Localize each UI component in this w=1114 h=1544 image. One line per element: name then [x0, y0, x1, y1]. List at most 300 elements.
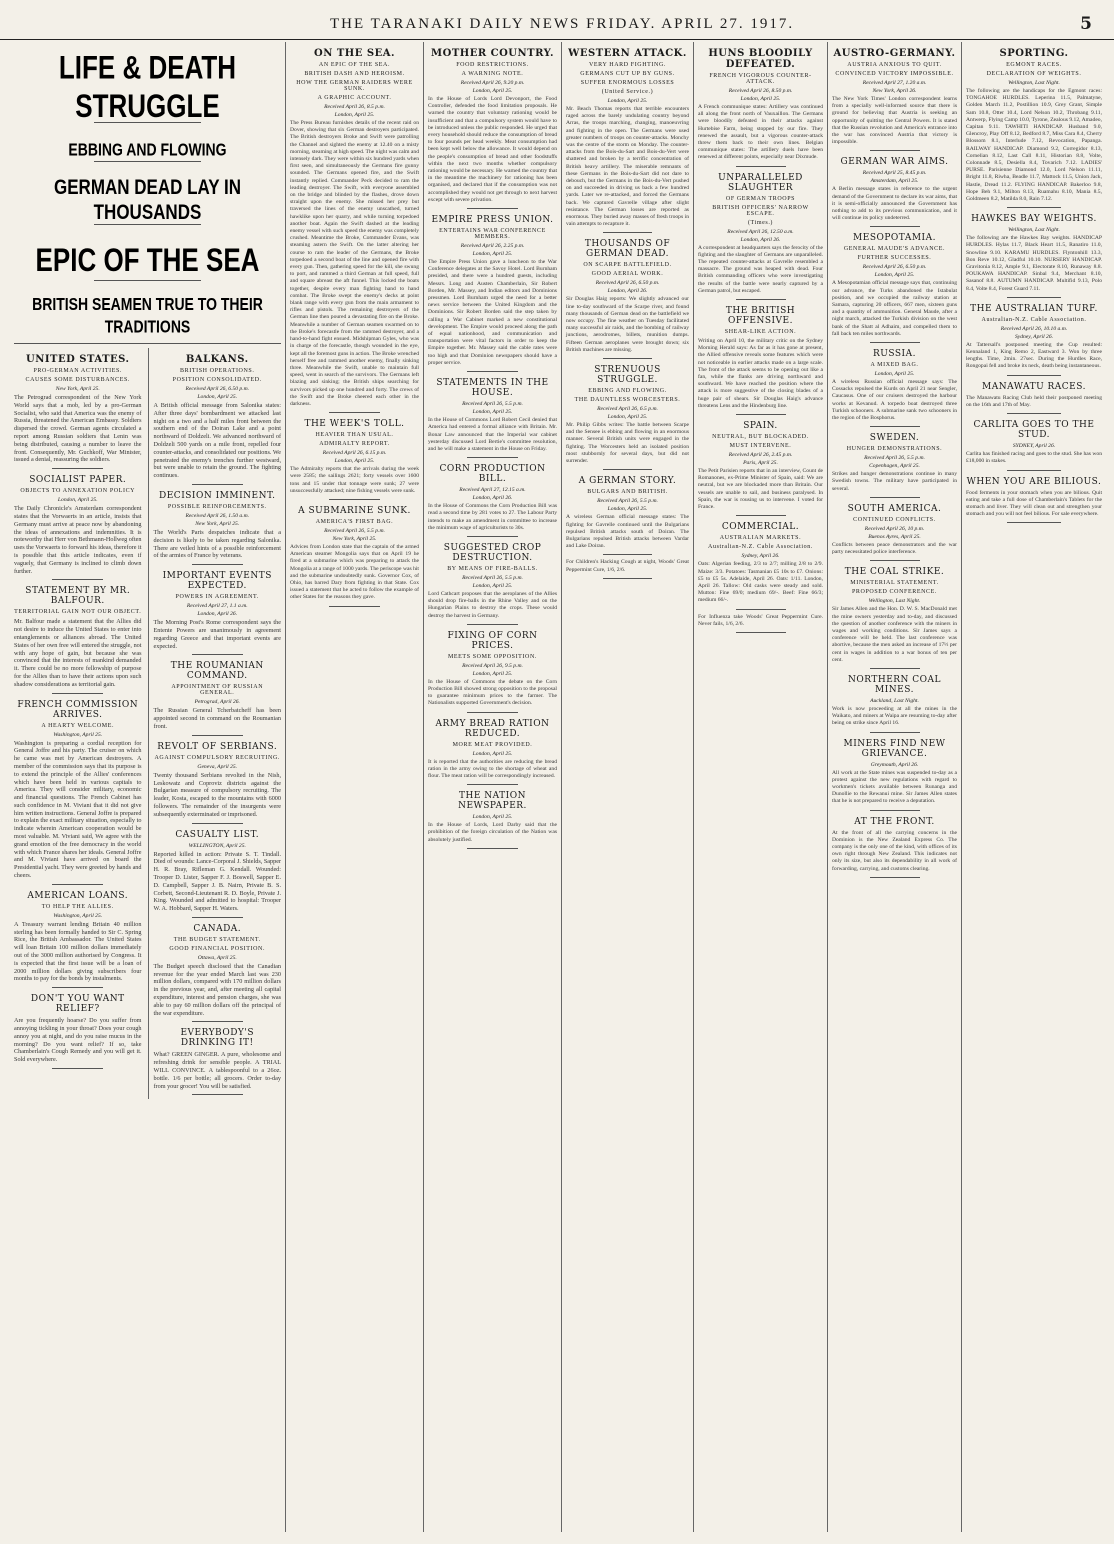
article — [832, 739, 957, 811]
article-headline: SPORTING. — [999, 48, 1069, 59]
article — [566, 48, 689, 233]
article-headline: REVOLT OF SERBIANS. — [157, 741, 278, 752]
article-headline: ON THE SEA. — [314, 48, 395, 59]
article-body: In the House of Commons the Corn Production Bill was read a second time by 281 votes to 27. The Labour Party intends to make an amendment in committee to increase the minimum wage of agriculturists to 30s. — [428, 503, 557, 531]
article — [290, 506, 419, 607]
article-subheading: GERMANS CUT UP BY GUNS. — [580, 71, 675, 77]
article-divider — [467, 536, 519, 537]
article-divider — [192, 564, 243, 565]
article-headline: A SUBMARINE SUNK. — [298, 505, 411, 516]
headline-main: LIFE & DEATH STRUGGLE — [58, 48, 237, 125]
dateline: WELLINGTON, April 25. — [188, 842, 246, 849]
article — [832, 48, 957, 151]
article-body: At the front of all the carrying concerns in the Dominion is the New Zealand Express Co. The company is the only one of the kind, with offices of its own right through New Zealand. This indicates not only its size, but also its dependability in all work of forwarding, carrying, and customs clearing. — [832, 829, 957, 872]
article-divider — [870, 497, 920, 498]
dateline: New York, April 25. — [195, 520, 240, 527]
dateline: London, April 25. — [472, 88, 513, 94]
article-body: The Manawatu Racing Club held their postponed meeting on the 16th and 17th of May. — [966, 394, 1102, 408]
article-subheading: THE DAUNTLESS WORCESTERS. — [574, 397, 681, 404]
column-7 — [962, 42, 1106, 1532]
article-subheading: FURTHER SUCCESSES. — [857, 255, 932, 262]
article-divider — [1007, 522, 1061, 523]
article-body: For Influenza take Woods' Great Peppermint Cure. Never fails, 1/6, 2/6. — [698, 613, 823, 627]
article-body: The Petrograd correspondent of the New York World says that a mob, led by a pro-German Socialist, who said that America was the enemy of Russia, threatened the American Embassy. Soldiers dispersed the crowd. German agents circulated a report among Russian soldiers that Lenin was being distributed, causing a number to leave the front. Consequently, Mr. Guchkoff, War Minister, issued a denial, reassuring the soldiers. — [14, 394, 142, 464]
dateline: Buenos Ayres, April 25. — [868, 533, 921, 540]
article-headline: ARMY BREAD RATION REDUCED. — [435, 718, 550, 739]
article-divider — [52, 468, 103, 469]
dateline: Petrograd, April 26. — [194, 699, 240, 706]
article — [698, 421, 823, 516]
dateline: Washington, April 25. — [53, 731, 103, 738]
received-line: Received April 26, 5.5 p.m. — [462, 401, 523, 408]
article-divider — [52, 987, 103, 988]
article-subheading: TERRITORIAL GAIN NOT OUR OBJECT. — [14, 609, 142, 616]
dateline: London, April 25. — [607, 98, 648, 104]
dateline: London, April 25. — [197, 394, 238, 400]
dateline: Paris, April 25. — [743, 460, 778, 467]
article-subheading: POWERS IN AGREEMENT. — [175, 594, 259, 601]
article-divider — [870, 810, 920, 811]
received-line: Received April 26, 6.5 p.m. — [597, 406, 658, 413]
article-body: Sir Douglas Haig reports: We slightly advanced our line to-day southward of the Scarpe river, and found many thousands of German dead on the battlefield we now occupy. The fine weather on Tuesday facilitated many successful air raids, and the bombing of railway junctions, aerodromes, billets, munition dumps. Fifteen German aeroplanes were brought down; six British machines are missing. — [566, 296, 689, 353]
article — [966, 477, 1102, 524]
article-headline: MANAWATU RACES. — [982, 381, 1086, 392]
article-headline: SOUTH AMERICA. — [847, 503, 942, 514]
article-headline: WESTERN ATTACK. — [568, 48, 687, 59]
article-body: The Press Bureau furnishes details of the recent raid on Dover, showing that six German destroyers participated. The British destroyers Broke and Swift were patrolling the Channel and sighted the enemy at 12.40 on a misty morning, steaming at high speed. The night was calm and intensely dark. They were within six hundred yards when first seen, and simultaneously the Germans fire gunny sounded. The Germans opened fire, and the Swift instantly replied. Commander Peck decided to ram the leading destroyer. The Swift, with everyone assembled on the bridge and blinded by the flashes, drove down straight upon the enemy. She missed her prey but traversed the lines of the enemy unscathed, turned hawklike upon her quarry, and while turning torpedoed another boat. Again the Swift dashed at the leading enemy vessel with such speed the enemy was completely crushed. Meantime the Broke, Commander Evans, was steaming astern the Swift. On the latter altering her course to ram the leader of the Germans, the Broke torpedoed a second boat of the line and opened fire with every gun. Then, gathering speed for the kill, she swung to port, and rammed a third German at full speed, full and square abreast the aft funnel. This locked the boats together, despite every man fighting hand to hand combat. The Broke swept the enemy's decks at point blank range with every gun from the main armament to rifles and pistols. The remaining destroyers of the German line then poured a devastating fire on the Broke. Meanwhile a number of German seamen swarmed on to the Broke's forecastle from the rammed destroyer, and a hand-to-hand fight ensued. Midshipman Gyles, who was in charge of the forecastle, though wounded in the eye, kept all the foremost guns in action. The Broke wrenched herself free and rammed another enemy, finally sinking three. Meanwhile the Swift, unable to maintain full speed, went in search of the survivors. The Germans left blazing and sinking; the British ships searching for survivors picked up one hundred and forty. The crews of the Swift and the Broke cheered each other in the darkness. — [290, 120, 419, 407]
article-body: A wireless German official message states: The fighting for Gavrelle continued until the Bulgarians repulsed British attacks south of Doiran. The Bulgarians repulsed British attacks between Vardar and Lake Doiran. — [566, 514, 689, 550]
article-subheading: MUST INTERVENE. — [729, 443, 792, 450]
article — [428, 464, 557, 537]
received-line: Received April 26, 12.50 a.m. — [727, 228, 794, 235]
article-subheading: ADMIRALTY REPORT. — [319, 441, 390, 448]
article-divider — [467, 624, 519, 625]
article-body: Are you frequently hoarse? Do you suffer from annoying tickling in your throat? Does your cough annoy you at night, and do you raise mucus in the morning? Do you want relief? If so, take Chamberlain's Cough Remedy and you will get it. Sold everywhere. — [14, 1017, 142, 1064]
article-headline: CORN PRODUCTION BILL. — [439, 464, 546, 485]
article-headline: THE ROUMANIAN COMMAND. — [170, 661, 264, 682]
article-divider — [329, 606, 381, 607]
article-body: Oats: Algerian feeding, 2/3 to 2/7; milling 2/8 to 2/9. Maize: 3/3. Potatoes: Tasmanian £5 10s to £7. Onions: £5 to £5 5s. Adelaide, April 26. Oats: 1/11. London, April 26. Tallow: Old casks were steady and sold. Mutton: Fine 69/0; medium 69/-. Beef: Fine 66/3; medium 66/-. — [698, 561, 823, 604]
headline-german-dead: GERMAN DEAD LAY IN THOUSANDS — [53, 175, 242, 224]
article — [14, 700, 142, 885]
dateline: London, April 25. — [334, 458, 375, 465]
article-headline: STATEMENT BY MR. BALFOUR. — [25, 586, 131, 607]
article-body: The Morning Post's Rome correspondent says the Entente Powers are unanimously in agreement regarding Greece and that important events are expected. — [153, 619, 281, 650]
column-5 — [694, 42, 828, 1532]
article-body: Mr. Philip Gibbs writes: The battle between Scarpe and the Sensee is ebbing and flowing in an enormous manner. Several British units were engaged in the fighting. The Worcesters held an isolated position most stubbornly for several days, but did not surrender. — [566, 422, 689, 465]
article-divider — [870, 560, 920, 561]
article-divider — [1007, 375, 1061, 376]
article-headline: THE WEEK'S TOLL. — [304, 419, 405, 430]
article-headline: UNITED STATES. — [26, 354, 130, 365]
article-subheading: THE BUDGET STATEMENT. — [173, 936, 261, 943]
headline-epic-sea: EPIC OF THE SEA — [35, 241, 260, 279]
article — [154, 1028, 282, 1095]
article — [290, 419, 419, 500]
received-line: Received April 26, 6.50 p.m. — [185, 386, 250, 392]
article — [14, 586, 142, 693]
article-divider — [329, 412, 381, 413]
article-subheading: POSSIBLE REINFORCEMENTS. — [167, 503, 267, 510]
article-subheading: A GRAPHIC ACCOUNT. — [317, 95, 392, 101]
article — [698, 614, 823, 633]
article-subheading: A WARNING NOTE. — [461, 71, 524, 77]
article — [428, 215, 557, 372]
article-subheading: BRITISH OPERATIONS. — [180, 368, 255, 374]
masthead — [0, 14, 1114, 40]
dateline: London, April 25. — [740, 96, 781, 102]
article-divider — [870, 150, 920, 151]
received-line: Received April 26, 2.25 p.m. — [460, 243, 525, 250]
article-body: Mr. Balfour made a statement that the Allies did not desire to induce the United States to enter into entanglements or alliances abroad. The United States of her own free will entered the struggle, not with any hope of gain, but because she was convinced that the interests of mankind demanded it. There could be no more fellowship of purpose for the Allies than to have their actions upon such shadow considerations as territorial gain. — [14, 618, 142, 688]
article — [14, 994, 142, 1069]
dateline: London, April 26. — [472, 495, 513, 502]
article-headline: IMPORTANT EVENTS EXPECTED. — [162, 571, 272, 592]
article — [154, 491, 282, 565]
dateline: New York, April 25. — [332, 535, 377, 542]
article — [832, 567, 957, 669]
article-subheading: A MIXED BAG. — [870, 362, 919, 369]
article — [698, 48, 823, 167]
dateline: Sydney, April 26. — [741, 553, 780, 560]
article-divider — [736, 414, 786, 415]
column-1-left — [14, 348, 142, 1099]
article-divider — [1007, 413, 1061, 414]
article-headline: CANADA. — [193, 923, 242, 934]
article-headline: CASUALTY LIST. — [175, 829, 260, 840]
received-line: Received April 26, 6.50 p.m. — [862, 264, 927, 271]
article-divider — [467, 371, 519, 372]
article-body: A correspondent at headquarters says the ferocity of the fighting and the slaughter of Germans are unparalleled. The repeated counter-attacks at Gavrelle resembled a massacre. The ground was heaped with dead. Four British commanding officers who were investigating the results of the battle were nearly captured by a German patrol, but escaped. — [698, 244, 823, 294]
dateline: Sydney, April 26. — [1014, 333, 1054, 340]
article-divider — [603, 469, 652, 470]
article-headline: GERMAN WAR AIMS. — [840, 157, 949, 168]
article-body: Reported killed in action: Private S. T. Tindall. Died of wounds: Lance-Corporal J. Shields, Sapper H. R. Bray, Rifleman G. Kendall. Wounded: Trooper D. Lister, Sapper F. J. Boswell, Sapper E. D. Campbell, Sapper J. B. Nairn, Private B. S. Corbett, Second-Lieutenant R. D. Boyle, Private J. King. Wounded and admitted to hospital: Trooper W. A. Hobbard, Sapper H. Waters. — [153, 850, 282, 913]
article-divider — [329, 499, 381, 500]
headline-british-seamen: BRITISH SEAMEN TRUE TO THEIR TRADITIONS — [32, 293, 263, 337]
article — [966, 420, 1102, 470]
article-divider — [467, 457, 519, 458]
article-headline: FIXING OF CORN PRICES. — [447, 630, 538, 651]
article-body: The Budget speech disclosed that the Canadian revenue for the year ended March last was 230 million dollars, compared with 170 million dollars in the previous year, and, after meeting all capital expenditure, interest and pension charges, she was able to pay 60 million dollars off the principal of the war expenditure. — [153, 962, 281, 1017]
dateline: Greymouth, April 26. — [870, 761, 919, 768]
dateline: New York, April 26. — [872, 88, 917, 94]
dateline: London, April 26. — [607, 288, 648, 295]
article-body: Work is now proceeding at all the mines in the Waikato, and miners at Waipa are resuming to-day after being on strike since April 16. — [832, 705, 957, 727]
article-subheading: NEUTRAL, BUT BLOCKADED. — [712, 434, 809, 441]
article-body: Washington is preparing a cordial reception for General Joffre and his party. The cruiser on which he came was met by American destroyers. A member of the commission says that its purpose is to extend the principle of the Allies' conferences which have been held in various capitals to America. They will consider military, economic and financial questions. The French Cabinet has such confidence in M. Viviani that it did not give him written instructions. General Joffre is prepared to explain the exact military situation, especially to indicate wherein American cooperation would be most valuable. M. Viviani said, We agree with the grand emotion of the free democracy in the world with which France shares her ideals. General Joffre and M. Viviani have arrived on board the Presidential yacht. They were greeted by hands and cheers. — [14, 739, 142, 880]
article-body: Sir James Allen and the Hon. D. W. S. MacDonald met the mine owners yesterday and to-day, and discussed the question of another conference with the miners in wages and working conditions. Sir James says a conference will be held. The last conference was abortive, because the men asked an increase of 17½ per cent in wages in addition to a war bonus of ten per cent. — [832, 606, 957, 663]
received-line: Received April 26, 6.50 p.m. — [595, 280, 660, 287]
article-body: The Admiralty reports that the arrivals during the week were 2585; the sailings 2621; forty vessels over 1600 tons and 15 under that tonnage were sunk; 27 were unsuccessfully attacked; nine fishing vessels were sunk. — [290, 466, 419, 494]
article-body: In the House of Commons the debate on the Corn Production Bill showed strong opposition to the proposal to guarantee minimum prices to the farmer. The Nationalists supported Government's decision. — [428, 678, 557, 707]
article-subheading: ON SCARPE BATTLEFIELD. — [583, 262, 672, 269]
dateline: Auckland, Last Night. — [870, 697, 919, 704]
article-headline: HAWKES BAY WEIGHTS. — [971, 214, 1097, 225]
article-headline: THOUSANDS OF GERMAN DEAD. — [584, 239, 671, 260]
dateline: Wellington, Last Night. — [1008, 80, 1060, 86]
article — [154, 571, 282, 655]
article — [832, 233, 957, 343]
article-body: For Children's Hacking Cough at night, Woods' Great Peppermint Cure, 1/6, 2/6. — [566, 559, 689, 573]
column-1-split — [14, 348, 281, 1099]
article-subheading: APPOINTMENT OF RUSSIAN GENERAL. — [171, 684, 264, 697]
article-divider — [52, 693, 103, 694]
article-divider — [870, 877, 920, 878]
article-divider — [870, 668, 920, 669]
dateline: London, April 25. — [472, 582, 513, 589]
article-headline: MINERS FIND NEW GRIEVANCE. — [843, 738, 946, 759]
article-subheading: HEAVIER THAN USUAL. — [315, 432, 394, 439]
article-subheading: (United Service.) — [601, 89, 654, 95]
article-divider — [736, 166, 786, 167]
column-6 — [828, 42, 962, 1532]
article-body: All work at the State mines was suspended to-day as a protest against the new regulations with regard to workmen's tickets available between Runanga and Dunollie to the Rewanui mine. Sir James Allen states that he is not prepared to receive a deputation. — [832, 769, 957, 805]
received-line: Received April 26, 2.45 p.m. — [728, 452, 793, 459]
article-subheading: MEETS SOME OPPOSITION. — [447, 653, 538, 660]
article-divider — [1007, 470, 1061, 471]
article-body: In the House of Lords, Lord Darby said that the prohibition of the foreign circulation of the Nation was absolutely justified. — [428, 822, 557, 843]
article-subheading: ENTERTAINS WAR CONFERENCE MEMBERS. — [439, 228, 546, 241]
article — [154, 924, 282, 1023]
article-headline: THE COAL STRIKE. — [844, 567, 945, 578]
article-body: Carlita has finished racing and goes to the stud. She has won £18,000 in stakes. — [966, 451, 1102, 465]
article-headline: HUNS BLOODILY DEFEATED. — [708, 48, 813, 70]
received-line: Received April 26, 5.5 p.m. — [597, 498, 658, 505]
article-body: A Mesopotamian official message says that, continuing our advance, the Turks abandoned the Istabulat position, and we occupied the railway station at Samara, capturing 20 officers, 667 men, sixteen guns and a quantity of ammunition. General Maude, after a night march, attacked the Turkish division on the west bank of the Shatt al Adhaim, and compelled them to fall back ten miles northwards. — [832, 280, 957, 337]
dateline: Ottawa, April 25. — [197, 954, 237, 961]
page-number: 5 — [1080, 14, 1092, 34]
article-divider — [1007, 207, 1061, 208]
article — [698, 306, 823, 415]
article-divider — [870, 226, 920, 227]
dateline: SYDNEY, April 26. — [1012, 443, 1056, 450]
article-headline: DECISION IMMINENT. — [159, 490, 276, 501]
article — [154, 354, 282, 485]
article-divider — [52, 884, 103, 885]
article — [428, 48, 557, 209]
article-headline: MOTHER COUNTRY. — [431, 48, 554, 59]
dateline: Washington, April 25. — [53, 912, 103, 919]
article-subheading: AUSTRIA ANXIOUS TO QUIT. — [847, 62, 942, 68]
article-subheading: BRITISH DASH AND HEROISM. — [304, 71, 405, 77]
article-subheading: AN EPIC OF THE SEA. — [318, 62, 391, 68]
article-headline: SWEDEN. — [869, 433, 920, 444]
dateline: London, April 25. — [472, 409, 513, 416]
article-body: The Daily Chronicle's Amsterdam correspondent states that the Vorwaerts in an article, insists that Germany must arrive at peace now by abandoning the ideas of annexations and indemnities. It is noteworthy that Herr von Bethmann-Hollweg often uses the Vorwaerts to forward his ideas, therefore it is possible that this article indicates, even if vaguely, that Germany is inclined to climb down further. — [14, 505, 142, 575]
dateline: London, April 25. — [472, 750, 513, 757]
article-subheading: MORE MEAT PROVIDED. — [452, 741, 533, 748]
dateline: London, April 25. — [57, 497, 98, 504]
dateline: Geneva, April 25. — [197, 763, 238, 770]
article — [698, 173, 823, 300]
article-divider — [192, 735, 243, 736]
headline-ebbing: EBBING AND FLOWING — [68, 139, 227, 159]
article-subheading: EBBING AND FLOWING. — [588, 388, 667, 395]
article-body: A French communique states: Artillery was continued all along the front north of Vauxaillon. The Germans were bloodily defeated in their attacks against Hurtebise Farm, being stopped by our fire. They renewed the assault, but a vigorous counter-attack threw them back to their own lines. Belgian communique states: The artillery duels have been renewed at different points, especially near Dixmude. — [698, 104, 823, 161]
article-subheading: BRITISH OFFICERS' NARROW ESCAPE. — [712, 204, 809, 217]
article-headline: STRENUOUS STRUGGLE. — [594, 365, 661, 386]
received-line: Received April 26, 9.5 p.m. — [462, 662, 523, 669]
article — [698, 522, 823, 609]
article-divider — [192, 654, 243, 655]
article-divider — [870, 426, 920, 427]
article-divider — [52, 579, 103, 580]
received-line: Received April 26, 5.5 p.m. — [324, 527, 385, 534]
article-body: Twenty thousand Serbians revolted in the Nish, Leskowatz and Coproviz districts against the Bulgarian measure of compulsory recruiting. The leader, Kosta, escaped to the mountains with 6000 followers. The remainder of the insurgents were subsequently exterminated or imprisoned. — [153, 771, 281, 818]
article-subheading: SUFFER ENORMOUS LOSSES — [580, 80, 675, 86]
received-line: Received April 26, 10 p.m. — [864, 525, 925, 532]
article-divider — [467, 208, 519, 209]
article-subheading: HOW THE GERMAN RAIDERS WERE SUNK. — [296, 80, 413, 92]
article-subheading: AUSTRALIAN MARKETS. — [719, 535, 802, 542]
article-headline: SUGGESTED CROP DESTRUCTION. — [443, 542, 542, 563]
article-subheading: OF GERMAN TROOPS — [725, 195, 796, 202]
article-body: What? GREEN GINGER. A pure, wholesome and refreshing drink for sensible people. A TRIAL WILL CONVINCE. A tablespoonful to a 26oz. bottle. 1/6 per bottle; all grocers. Order to-day from your grocer! You will be satisfied. — [153, 1051, 281, 1090]
dateline: Wellington, Last Night. — [868, 598, 921, 605]
article-headline: RUSSIA. — [873, 349, 916, 360]
article-subheading: MINISTERIAL STATEMENT. — [850, 580, 939, 587]
article-body: The Empire Press Union gave a luncheon to the War Conference delegates at the Savoy Hotel. Lord Burnham presided, and there were a hundred guests, including Messrs. Long and Austen Chamberlain, Sir Robert Borden, Mr. Massey, and Indian editors and Dominions pressmen. Lord Burnham urged the need for a better news service between the United Kingdom and the Dominions. Sir Robert Borden said the step taken by calling a War Cabinet marked a new constitutional development. The Empire would proceed along the path of equal nationhood, and communication and transportation were vital factors in order to keep the Empire together. Mr. Massey said the cable rates were too high and that Dominion newspapers should have a proper service. — [428, 259, 557, 366]
article-divider — [603, 232, 652, 233]
article-subheading: PROPOSED CONFERENCE. — [851, 589, 937, 596]
article — [428, 719, 557, 786]
article-subheading: Australian-N.Z. Cable Association. — [981, 316, 1087, 323]
article-subheading: POSITION CONSOLIDATED. — [172, 377, 262, 383]
received-line: Received April 26, 10.10 a.m. — [1000, 325, 1068, 332]
article-divider — [192, 1094, 243, 1095]
article-subheading: CONTINUED CONFLICTS. — [853, 516, 936, 523]
article-body: In the House of Lords Lord Devonport, the Food Controller, defended the food limitation proposals. He warned the country that voluntary rationing would be insufficient and that a compulsory system would have to be introduced unless the public responded. He urged that every household should reduce the consumption of bread to four pounds per head weekly. Meat consumption had been kept well below the allowance. It would depend on the people's consumption of bread and other foodstuffs within the next two months whether compulsory rationing would be necessary. He warned the country that in the meantime the machinery for rationing has been organised, and declared that if the consumption was not accomplished they would not get through to next harvest except with severe privation. — [428, 96, 557, 203]
received-line: Received April 26, 1.50 a.m. — [185, 512, 250, 519]
received-line: Received April 27, 1.20 a.m. — [862, 80, 927, 86]
article — [14, 475, 142, 580]
article — [832, 157, 957, 227]
article-body: A Berlin message states in reference to the urgent demand of the Government to declare its war aims, that it is semi-officially announced the Government has nothing to add to its previous communication, and it will continue its policy undeterred. — [832, 186, 957, 222]
article — [290, 48, 419, 413]
article-body: The Petit Parisien reports that in an interview, Count de Romanones, ex-Prime Minister of Spain, said: We are neutral, but we are blockaded more than Britain. Our vessels are unable to sail, and business paralysed. In Spain, the war is rousing us to intervene. I voted for France. — [698, 468, 823, 511]
received-line: Received April 27, 12.15 a.m. — [459, 487, 526, 494]
article-divider — [736, 632, 786, 633]
article-headline: AUSTRO-GERMANY. — [833, 48, 956, 59]
article — [428, 543, 557, 625]
article — [966, 214, 1102, 298]
article-body: At Tattersall's postponed meeting the Cup resulted: Kennaland 1, King Remo 2, Eastward 3. Won by three lengths. Time, 2min. 27sec. During the Hurdles Race, Rongopai fell and broke its neck, death being instantaneous. — [966, 341, 1102, 370]
received-line: Received April 26, 6.15 p.m. — [322, 450, 387, 457]
article-subheading: EGMONT RACES. — [1006, 62, 1062, 68]
article-headline: BALKANS. — [185, 354, 249, 365]
article-divider — [870, 732, 920, 733]
article — [428, 791, 557, 849]
article — [566, 559, 689, 578]
article-subheading: AGAINST COMPULSORY RECRUITING. — [154, 754, 280, 761]
article — [966, 48, 1102, 208]
article — [14, 891, 142, 988]
article-subheading: HUNGER DEMONSTRATIONS. — [846, 446, 943, 453]
article-body: Food ferments in your stomach when you are bilious. Quit eating and take a full dose of Chamberlain's Tablets for the stomach and liver. They will clean out and strengthen your stomach and you will not feel bilious. For sale everywhere. — [966, 489, 1102, 518]
article-divider — [192, 484, 243, 485]
article-body: Mr. Beach Thomas reports that terrible encounters raged across the barely undulating country beyond Arras, the troops marching, changing, manoeuvring and fighting in the open. The Germans were used greater numbers of troops on counter-attacks. Monchy was the centre of the storm on Monday. The counter-attacks from the Bois-du-Sart and Bois-du-Vert were shattered and broken by a terrific concentration of British heavy artillery. The miserable remnants of these Germans in the Bois-du-Sart did not dare to debouch, but the Germans in the Bois-du-Vert pushed on and succeeded in driving us back a few hundred yards. Later we re-attacked, and forced the Germans back. We captured Gavrelle village after slight resistance. The German losses are reported as enormous. They buried away masses of fresh troops in vain attempts to recapture it. — [566, 106, 689, 228]
article — [428, 631, 557, 713]
article — [154, 661, 282, 735]
article-headline: SOCIALIST PAPER. — [29, 475, 127, 486]
column-2 — [286, 42, 424, 1532]
article — [832, 349, 957, 427]
article-headline: COMMERCIAL. — [721, 522, 800, 533]
article-headline: SPAIN. — [743, 421, 778, 432]
article-headline: STATEMENTS IN THE HOUSE. — [436, 378, 549, 399]
article-divider — [736, 299, 786, 300]
article-divider — [1007, 297, 1061, 298]
article-headline: THE BRITISH OFFENSIVE. — [725, 306, 796, 327]
article — [966, 304, 1102, 376]
article-subheading: CONVINCED VICTORY IMPOSSIBLE. — [835, 71, 954, 77]
column-4 — [562, 42, 694, 1532]
received-line: Received April 26, 5.5 p.m. — [462, 574, 523, 581]
article-subheading: VERY HARD FIGHTING. — [588, 62, 666, 68]
received-line: Received April 26, 9.20 p.m. — [460, 80, 525, 86]
article-divider — [736, 515, 786, 516]
article — [566, 476, 689, 555]
column-1 — [10, 42, 286, 1532]
dateline: London, April 26. — [740, 236, 781, 243]
article-body: The World's Paris despatches indicate that a decision is likely to be taken regarding Salonika. There are veiled hints of a possible reinforcement of the armies of France by veterans. — [153, 528, 281, 560]
dateline: London, April 25. — [472, 670, 513, 677]
article-divider — [603, 578, 652, 579]
article-body: Lord Cathcart proposes that the aeroplanes of the Allies should drop fire-balls in the Rhine Valley and on the Hungarian Plains to destroy the crops. These would destroy the harvest in Germany. — [428, 590, 557, 619]
dateline: London, April 25. — [607, 414, 648, 421]
article-divider — [192, 917, 243, 918]
column-3 — [424, 42, 562, 1532]
article-divider — [603, 554, 652, 555]
article-body: It is reported that the authorities are reducing the bread ration in the army owing to the shortage of wheat and flour. The meat ration will be correspondingly increased. — [428, 758, 557, 779]
received-line: Received April 26, 8.5 p.m. — [324, 104, 385, 110]
article-body: The following are the handicaps for the Egmont races: TONGAHOE HURDLES. Leperina 11.5, Palmatyne, Golden March 11.2, Postillion 10.9, Grey Grant, Simple Sam 10.8, Otter 10.4, Lord Nelson 10.2, Throbang 9.11, Antwerp, Flying Camp 10.0, Tyrone, Zealous 9.12, Amadeo, Capitan 9.11. TAWHITI HANDICAP. Husband 9.0, Glencroy, Play Off 8.12, Bedford 8.7, Miss Cara 8.4, Cherry Blossom 8.1, Interlude 7.12, Revocation, Papanga. RAILWAY HANDICAP. Diamond 9.2, Corregidor 8.13, Cornelian 8.12, Last Call 8.11, Historian 8.8, Volte, Colonnade 8.5, Desiella 8.4, Tovarich 7.12. LADIES' PURSE. Parisienne Diamond 12.0, Lord Nelson 11.11, Bright 11.8, Riwha, Beadle 11.7, Mattock 11.5, Union Jack, Hastie, Dread 11.2. FLYING HANDICAP. Bakerloo 9.8, Hope Beh 9.1, Milton 8.13, Ruamahu 8.10, Mania 8.5, Goldmeen 8.2, Matilda 8.0, Rain 7.12. — [966, 88, 1102, 203]
article-body: Advices from London state that the captain of the armed American steamer Mongolia says that on April 19 he fired at a submarine which was preparing to attack the Mongolia at a range of 1000 yards. The periscope was hit and the submarine undoubtedly sunk. Governor Cox, of Ohio, has barred Dary from fighting in that State. Cox issued a statement that he acted to follow the example of other States for the reasons they gave. — [290, 543, 419, 601]
article-subheading: GOOD AERIAL WORK. — [591, 271, 664, 278]
article-headline: CARLITA GOES TO THE STUD. — [973, 420, 1095, 441]
article-subheading: GOOD FINANCIAL POSITION. — [169, 945, 266, 952]
article-divider — [467, 848, 519, 849]
article — [154, 830, 282, 918]
dateline: London, April 25. — [874, 272, 915, 279]
article-subheading: (Times.) — [747, 219, 774, 226]
dateline: London, April 25. — [874, 371, 915, 378]
article-headline: A GERMAN STORY. — [578, 476, 677, 487]
article-headline: DON'T YOU WANT RELIEF? — [30, 994, 125, 1015]
article-subheading: TO HELP THE ALLIES. — [41, 903, 114, 910]
article-body: The New York Times' London correspondent learns from a specially well-informed source that there is ground for believing that Austria is seeking an opportunity of quitting the Central Powers. It is stated that the Russian revolution and America's entrance into the war has convinced Austria that victory is impossible. — [832, 96, 957, 146]
article-headline: THE NATION NEWSPAPER. — [458, 791, 527, 812]
article-body: Writing on April 10, the military critic on the Sydney Morning Herald says: As far as it has gone at present, the Allied offensive reveals some features which were not noticeable in earlier attacks made on a large scale. The front of the attack seems to be opening out like a fan, while the flanks are driving northward and southward. We have reached the position where the attack is more suggestive of the closing blades of a huge pair of shears. Sir Douglas Haig's advance threatens Lens and the Hindenburg line. — [698, 338, 823, 409]
article — [14, 354, 142, 469]
article-headline: UNPARALLELED SLAUGHTER — [718, 172, 803, 193]
article-divider — [52, 1068, 103, 1069]
column-1-right — [148, 348, 282, 1099]
dateline: Wellington, Last Night. — [1008, 227, 1060, 234]
dateline: London, April 25. — [472, 814, 513, 821]
received-line: Received April 26, 8.50 p.m. — [728, 88, 793, 94]
dateline: Copenhagen, April 25. — [869, 463, 920, 470]
article-body: The following are the Hawkes Bay weights. HANDICAP HURDLES. Hylas 11.7, Black Heart 11.5, Ranatiro 11.0, Snowline 9.10. KARAMU HURDLES. Flyntonhill 13.3, Bon Reve 10.12, Gladful 10.10. NURSERY HANDICAP. Gravitonia 8.12, Ample 9.1, Electorate 8.10, Runaway 8.8. POUKAWA HANDICAP. Sinbal 9.4, Merchant 8.10, Sasanof 8.8. AUTUMN HANDICAP. Multifid 9.13, Polo 8.4, Volte 8.4, Forest Guard 7.11. — [966, 235, 1102, 292]
article-subheading: PRO-GERMAN ACTIVITIES. — [33, 368, 123, 374]
article-subheading: SHEAR-LIKE ACTION. — [724, 329, 797, 336]
article-body: A British official message from Salonika states: After three days' bombardment we attacked last night on a two and a half miles front between the southern end of the Doiran Lake and a point northward of Doldzeli. We advanced northward of Doldzeli 500 yards on a mile front, repelled four counter-attacks, and consolidated our positions. We penetrated the enemy's trenches further westward, but were unable to retain the ground. The fighting continues. — [153, 402, 281, 480]
article-headline: MESOPOTAMIA. — [853, 233, 936, 244]
article — [832, 504, 957, 561]
dateline: New York, April 25. — [55, 386, 100, 392]
article-divider — [870, 342, 920, 343]
